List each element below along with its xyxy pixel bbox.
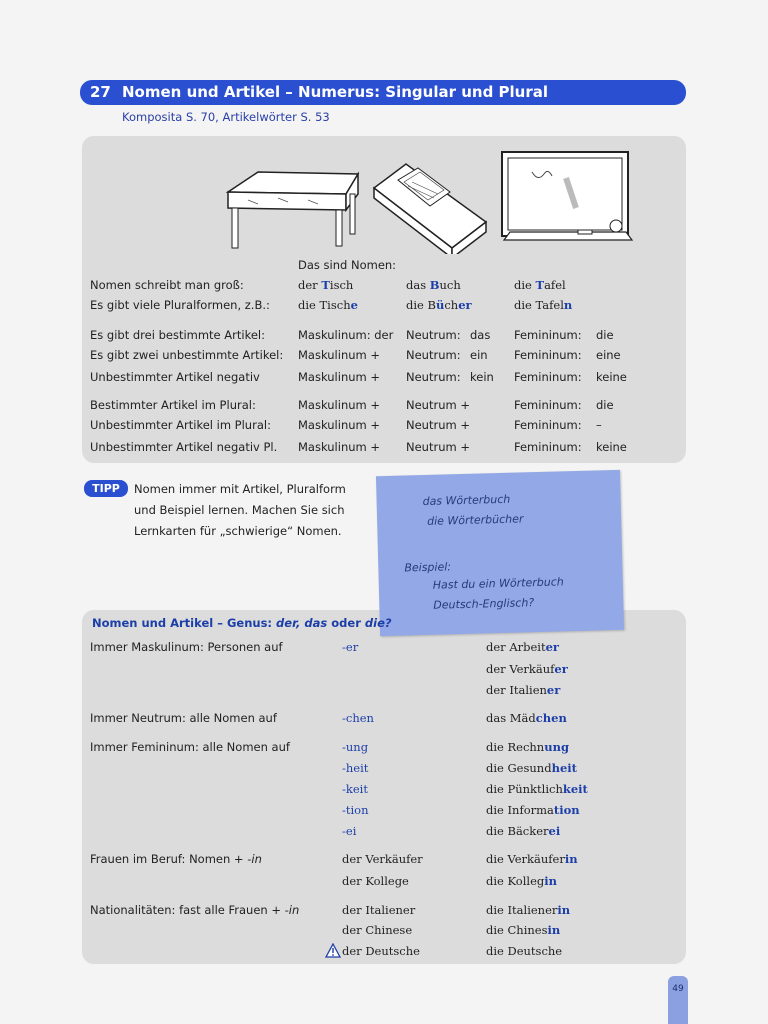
chapter-number: 27 xyxy=(90,83,111,101)
example-noun: die Kollegin xyxy=(486,874,557,888)
cross-reference: Komposita S. 70, Artikelwörter S. 53 xyxy=(122,110,330,124)
example-tische: die Tische xyxy=(298,298,358,312)
note-line: Hast du ein Wörterbuch xyxy=(432,575,564,592)
chapter-title: Nomen und Artikel – Numerus: Singular und Plural xyxy=(122,83,549,101)
example-noun: die Pünktlichkeit xyxy=(486,782,588,796)
suffix: -er xyxy=(342,640,359,654)
page-number: 49 xyxy=(672,984,684,994)
vocabulary-card-note xyxy=(376,470,624,636)
example-noun: der Italiener xyxy=(486,683,561,697)
example-noun: der Arbeiter xyxy=(486,640,559,654)
rule-label: Nomen schreibt man groß: xyxy=(90,278,244,292)
tip-text: Nomen immer mit Artikel, Pluralform xyxy=(134,482,346,496)
rule-label: Es gibt viele Pluralformen, z.B.: xyxy=(90,298,270,312)
note-line: Deutsch-Englisch? xyxy=(433,596,535,612)
genus-rule-label: Immer Femininum: alle Nomen auf xyxy=(90,740,290,754)
blackboard-illustration xyxy=(496,148,636,244)
table-illustration xyxy=(218,164,363,252)
note-line: Beispiel: xyxy=(404,560,452,575)
genus-rule-label: Nationalitäten: fast alle Frauen + -in xyxy=(90,903,300,917)
example-tafeln: die Tafeln xyxy=(514,298,573,312)
tip-badge: TIPP xyxy=(84,480,128,497)
example-tafel: die Tafel xyxy=(514,278,566,292)
genus-rule-label: Immer Maskulinum: Personen auf xyxy=(90,640,283,654)
note-line: das Wörterbuch xyxy=(422,492,511,509)
example-noun: die Chinesin xyxy=(486,923,561,937)
example-noun: die Deutsche xyxy=(486,944,563,958)
example-noun: der Verkäufer xyxy=(486,662,568,676)
example-noun: das Mädchen xyxy=(486,711,567,725)
book-illustration xyxy=(368,158,494,254)
genus-rule-label: Frauen im Beruf: Nomen + -in xyxy=(90,852,262,866)
tip-text: und Beispiel lernen. Machen Sie sich xyxy=(134,503,345,517)
base-noun: der Deutsche xyxy=(342,944,420,958)
note-line: die Wörterbücher xyxy=(426,512,524,528)
base-noun: der Kollege xyxy=(342,874,409,888)
suffix: -heit xyxy=(342,761,369,775)
suffix: -ung xyxy=(342,740,369,754)
base-noun: der Verkäufer xyxy=(342,852,423,866)
example-noun: die Verkäuferin xyxy=(486,852,578,866)
example-buch: das Buch xyxy=(406,278,461,292)
base-noun: der Italiener xyxy=(342,903,416,917)
title-bar xyxy=(80,80,686,105)
example-noun: die Gesundheit xyxy=(486,761,577,775)
suffix: -chen xyxy=(342,711,374,725)
example-buecher: die Bücher xyxy=(406,298,472,312)
genus-title: Nomen und Artikel – Genus: der, das oder die? xyxy=(92,616,392,630)
warning-icon xyxy=(325,943,341,958)
example-noun: die Italienerin xyxy=(486,903,571,917)
example-noun: die Bäckerei xyxy=(486,824,561,838)
tip-text: Lernkarten für „schwierige“ Nomen. xyxy=(134,524,342,538)
example-noun: die Information xyxy=(486,803,580,817)
base-noun: der Chinese xyxy=(342,923,413,937)
genus-rule-label: Immer Neutrum: alle Nomen auf xyxy=(90,711,277,725)
example-tisch: der Tisch xyxy=(298,278,354,292)
suffix: -ei xyxy=(342,824,357,838)
nomen-intro: Das sind Nomen: xyxy=(298,258,397,272)
suffix: -keit xyxy=(342,782,368,796)
suffix: -tion xyxy=(342,803,369,817)
example-noun: die Rechnung xyxy=(486,740,569,754)
